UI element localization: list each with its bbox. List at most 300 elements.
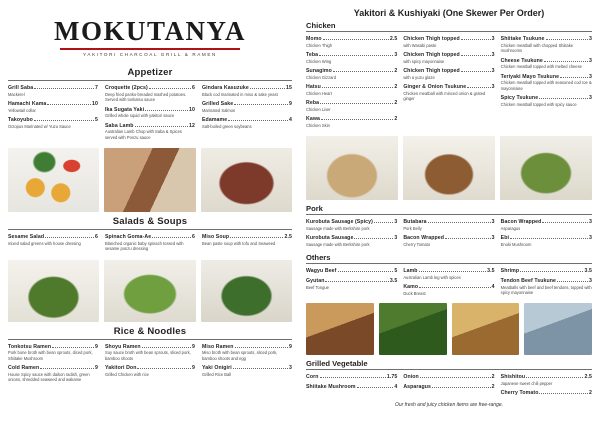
food-photo [8,260,99,322]
item-price: 3 [588,36,592,42]
food-photo [201,260,292,322]
item-desc: Australian Lamb Chop with Saba & Spices served with Ponzu sauce [105,129,182,140]
item-desc: Grilled Rice Ball [202,371,232,377]
item-price: 2 [394,116,398,123]
dot-leader [250,84,285,89]
pork-section [306,204,592,250]
menu-item [403,83,494,102]
item-price: 9 [95,365,98,372]
item-desc: Sausage made with Berkshire pork [306,241,370,247]
item-desc: Blanched organic baby spinach tossed with sesame ponzu dressing [105,240,184,252]
item-name: Butabara [403,219,427,226]
dot-leader [419,267,487,272]
dot-leader [149,84,191,89]
vegetable-col-1 [306,373,397,399]
dot-leader [235,343,288,348]
menu-item [306,67,397,80]
menu-item [105,364,195,377]
salads-col-3 [202,233,292,255]
item-price: 3 [588,73,592,80]
item-name: Ika Sugata Yaki [105,106,145,113]
brand-subtitle: YAKITORI CHARCOAL GRILL & RAMEN [83,52,217,57]
item-desc: Miso broth with bean sprouts, sliced pork, bamboo shoots and egg [202,350,278,361]
item-desc: Chicken Liver [306,106,331,112]
food-photo [524,303,592,355]
rice-col-1 [8,343,98,386]
item-price: 3 [491,219,495,226]
food-photo [306,303,374,355]
item-price: 3 [394,52,398,59]
food-photo [8,148,99,212]
dot-leader [546,35,588,40]
menu-item [403,35,494,48]
item-name: Kamo [403,284,419,291]
item-price: 5 [394,268,398,275]
dot-leader [230,233,283,238]
item-name: Croquette (2pcs) [105,85,148,91]
item-desc: Asparagus [500,225,521,231]
menu-item [501,57,592,70]
item-desc: Bean paste soup with tofu and Seaweed [202,240,276,246]
appetizer-col-3 [202,84,292,143]
item-name: Chicken Thigh topped [403,36,460,42]
item-price: 12 [189,122,195,129]
menu-item [105,84,195,103]
dot-leader [152,233,191,238]
menu-item [306,99,397,112]
item-desc: Pork bone broth with bean sprouts, diced pork, Shiitake Mushroom [8,350,93,361]
item-name: Edamame [202,117,228,124]
item-name: Miso Soup [202,234,230,241]
item-desc: Duck Breast [403,290,426,296]
item-desc: House Spicy sauce with daikon radish, green onions, shredded seaweed and wakame [8,371,90,383]
dot-leader [432,383,491,388]
menu-item [202,116,292,129]
dot-leader [142,343,191,348]
dot-leader [526,373,583,378]
item-name: Onion [403,374,419,381]
dot-leader [40,364,94,369]
menu-item [403,383,494,390]
chicken-photos [306,136,592,200]
item-desc: Cherry Tomato [403,241,431,247]
dot-leader [357,383,394,388]
item-name: Kurobuta Sausage [306,235,354,242]
item-desc: Chicken meatball topped with melted cheese [500,64,582,70]
rice-noodles-title: Rice & Noodles [113,325,187,337]
item-price: 2.5 [284,234,292,241]
divider [306,263,592,264]
menu-item [403,234,494,247]
item-price: 2.5 [389,36,398,42]
item-price: 2 [394,100,398,107]
item-name: Saba Lamb [105,122,134,129]
dot-leader [322,83,393,88]
item-name: Chicken Thigh topped [403,68,460,75]
divider [306,369,592,370]
item-price: 3 [588,95,592,102]
item-desc: Grilled whole squid with yakitori sauce [105,113,175,119]
food-photo [452,303,520,355]
item-desc: Octopus Marinated w/ Yuzu Sauce [8,123,71,129]
menu-item [501,267,592,274]
logo [8,18,292,57]
menu-item [202,84,292,97]
item-name: Yaki Onigiri [202,365,232,372]
dot-leader [135,122,188,127]
others-title: Others [306,253,331,263]
item-name: Bacon Wrapped [500,219,542,226]
dot-leader [333,67,393,72]
item-price: 3 [588,235,592,242]
menu-item [306,115,397,128]
food-photo [306,136,398,200]
menu-item [8,343,98,362]
dot-leader [34,84,94,89]
divider [306,31,592,32]
grill-photos [306,303,592,355]
dot-leader [320,373,386,378]
menu-item [403,373,494,380]
item-desc: Chicken Gizzard [306,74,337,80]
vegetable-col-2 [403,373,494,399]
rice-noodles-section [8,326,292,386]
food-photo [201,148,292,212]
item-desc: Meatballs with beef and beef tendons, topped with spicy mayonnaise [500,284,592,296]
menu-item [105,106,195,119]
menu-item [501,73,592,92]
chicken-col-2 [403,35,494,131]
dot-leader [420,373,491,378]
dot-leader [539,389,588,394]
item-name: Reba [306,100,320,107]
item-desc: Soy sauce broth with bean sprouts, sliced pork, bamboo shoots [105,350,191,361]
menu-item [8,364,98,383]
item-name: Shoyu Ramen [105,343,141,350]
menu-item [306,267,397,274]
item-price: 3.5 [487,268,495,275]
item-price: 5 [95,117,98,124]
item-price: 2.5 [584,374,592,381]
item-name: Sesame Salad [8,234,45,241]
yakitori-title: Yakitori & Kushiyaki (One Skewer Per Order) [353,8,545,18]
item-desc: with Wasabi paste [403,42,437,48]
item-name: Takoyubo [8,117,33,124]
menu-item [202,233,292,246]
salads-col-1 [8,233,98,255]
item-price: 2 [491,374,495,381]
item-name: Gindara Kasuzuke [202,85,249,91]
vegetable-title: Grilled Vegetable [306,359,368,369]
item-name: Grill Saba [8,85,34,91]
menu-item [501,35,592,54]
item-price: 2 [394,68,398,75]
menu-item [306,373,397,380]
item-desc: Beef Tongue [306,284,329,290]
item-price: 3 [491,235,495,242]
item-name: Chicken Thigh topped [403,52,460,59]
dot-leader [419,283,491,288]
dot-leader [374,218,393,223]
rice-col-2 [105,343,195,386]
dot-leader [510,234,588,239]
item-price: 7 [95,85,98,91]
chicken-section [306,21,592,131]
right-panel [300,0,600,423]
item-name: Teriyaki Mayo Tsukune [500,73,560,80]
item-price: 4 [289,117,292,124]
item-price: 10 [189,106,195,113]
vegetable-section [306,359,592,399]
menu-item [306,234,397,247]
appetizer-section [8,67,292,143]
item-price: 1.75 [386,374,398,381]
dot-leader [145,106,188,111]
salads-photos [8,260,292,322]
dot-leader [445,234,491,239]
menu-item [501,94,592,107]
menu-item [105,233,195,252]
menu-item [403,218,494,231]
menu-item [202,364,292,377]
dot-leader [461,35,491,40]
item-name: Teba [306,52,319,59]
item-name: Asparagus [403,384,432,391]
item-price: 3.5 [584,268,592,275]
item-name: Cherry Tomato [500,390,539,397]
footnote: Our fresh and juicy chicken items are free-range. [394,402,504,409]
item-price: 6 [192,234,195,241]
chicken-col-3 [501,35,592,131]
item-name: Shiitake Tsukune [500,36,545,42]
dot-leader [544,57,588,62]
item-desc: Grilled Chicken with rice [105,371,149,377]
item-desc: mixed salad greens with house dressing [8,240,81,246]
item-desc: Deep fried panko-breaded mashed potatoes. Served with tonkatsu sauce [105,91,187,103]
menu-item [8,84,98,97]
item-name: Grilled Sake [202,101,234,108]
item-name: Sunagimo [306,68,332,75]
menu-item [403,51,494,64]
chicken-col-1 [306,35,397,131]
dot-leader [560,73,588,78]
item-name: Bacon Wrapped [403,235,445,242]
chicken-title: Chicken [306,21,336,30]
item-desc: Australian Lamb leg with spices [403,274,461,280]
dot-leader [137,364,191,369]
dot-leader [34,116,94,121]
others-col-3 [501,267,592,299]
item-name: Lamb [403,268,418,275]
appetizer-col-2 [105,84,195,143]
food-photo [379,303,447,355]
item-price: 3 [491,68,495,75]
item-desc: Chicken meatball with chopped Shiitake mushrooms [500,42,574,54]
pork-title: Pork [306,204,323,214]
item-desc: Yellowtail collar [8,107,36,113]
item-price: 9 [289,101,292,108]
item-name: Spicy Tsukune [500,95,539,102]
menu-item [306,83,397,96]
dot-leader [461,67,491,72]
item-name: Kurobuta Sausage (Spicy) [306,219,373,226]
item-name: Momo [306,36,322,42]
item-name: Hamachi Kama [8,101,47,108]
dot-leader [520,267,583,272]
item-desc: Salt-boiled green soybeans [202,123,252,129]
dot-leader [461,51,491,56]
item-price: 2 [491,384,495,391]
pork-col-3 [501,218,592,250]
salads-title: Salads & Soups [112,216,188,228]
item-desc: Chicken Skin [306,122,330,128]
item-name: Kawa [306,116,320,123]
item-price: 3 [394,219,398,226]
menu-item [501,389,592,396]
menu-item [8,233,98,246]
item-desc: Marinated Salmon [202,107,236,113]
item-price: 4 [394,384,398,391]
item-name: Corn [306,374,319,381]
item-price: 9 [192,343,195,350]
food-photo [104,260,195,322]
item-desc: Chicken Heart [306,90,332,96]
menu-item [105,343,195,362]
menu-item [306,51,397,64]
dot-leader [325,277,388,282]
item-price: 6 [95,234,98,241]
item-price: 6 [192,85,195,91]
item-price: 3 [588,278,592,285]
menu-item [306,277,397,290]
others-col-2 [403,267,494,299]
menu-item [501,277,592,296]
item-desc: Chicken meatball with minced onion & grated ginger [403,90,486,102]
rice-col-3 [202,343,292,386]
item-price: 9 [95,343,98,350]
appetizer-photos [8,148,292,212]
dot-leader [539,94,588,99]
dot-leader [228,116,288,121]
dot-leader [542,218,588,223]
dot-leader [323,35,389,40]
item-price: 4 [491,284,495,291]
item-name: Wagyu Beef [306,268,337,275]
item-name: Yakitori Don [105,365,137,372]
vegetable-col-3 [501,373,592,399]
item-price: 9 [289,343,292,350]
pork-col-1 [306,218,397,250]
item-desc: Chicken meatball topped with spicy sauce [500,101,577,107]
item-name: Ebi [500,235,510,242]
others-section [306,253,592,299]
item-desc: Japanese sweet chili pepper [500,380,553,386]
item-price: 2 [394,84,398,91]
item-price: 3 [491,84,495,91]
item-desc: Sausage made with Berkshire pork [306,225,370,231]
divider [8,339,292,340]
menu-item [8,116,98,129]
item-desc: Chicken meatball topped with seasoned cod roe & mayonnaise [500,80,592,91]
item-desc: Chicken Thigh [306,42,333,48]
menu-item [202,343,292,362]
dot-leader [320,99,393,104]
dot-leader [233,364,288,369]
item-desc: Enoki Mushroom [500,241,532,247]
others-col-1 [306,267,397,299]
item-desc: Pork Belly [403,225,422,231]
item-name: Spinach Goma-Ae [105,234,152,241]
salads-section [8,216,292,255]
salads-col-2 [105,233,195,255]
item-desc: with a yuzu glaze [403,74,435,80]
menu-item [202,100,292,113]
item-name: Shrimp [500,268,520,275]
item-name: Shiitake Mushroom [306,384,356,391]
dot-leader [47,100,91,105]
brand-underline [60,48,240,50]
menu-item [306,35,397,48]
divider [8,80,292,81]
item-price: 3 [588,219,592,226]
item-desc: Black cod marinated in miso & sake yeast [202,91,278,97]
item-price: 10 [92,101,98,108]
item-name: Cheese Tsukune [500,57,543,64]
appetizer-col-1 [8,84,98,143]
item-name: Tonkotsu Ramen [8,343,52,350]
item-desc: Mackerel [8,91,25,97]
item-price: 15 [286,85,292,91]
dot-leader [45,233,94,238]
item-name: Miso Ramen [202,343,234,350]
item-desc: Chicken Wing [306,58,332,64]
dot-leader [354,234,393,239]
dot-leader [234,100,288,105]
menu-item [501,373,592,386]
divider [8,229,292,230]
menu-item [403,283,494,296]
item-price: 3 [491,36,495,42]
item-name: Shishitou [500,374,526,381]
item-price: 3 [394,235,398,242]
pork-col-2 [403,218,494,250]
brand-name: MOKUTANYA [53,16,246,46]
dot-leader [557,277,588,282]
dot-leader [338,267,394,272]
appetizer-title: Appetizer [127,67,173,78]
divider [306,214,592,215]
menu-item [403,67,494,80]
menu-item [403,267,494,280]
dot-leader [428,218,491,223]
item-price: 2 [588,390,592,397]
item-price: 3.5 [389,278,398,285]
dot-leader [467,83,490,88]
food-photo [500,136,592,200]
item-name: Cold Ramen [8,365,40,372]
item-name: Hatsu [306,84,321,91]
item-desc: with spicy mayonnaise [403,58,445,64]
menu-item [8,100,98,113]
menu-item [105,122,195,141]
dot-leader [319,51,393,56]
menu-item [306,218,397,231]
item-price: 3 [588,57,592,64]
menu-item [501,218,592,231]
food-photo [403,136,495,200]
item-name: Ginger & Onion Tsukune [403,84,467,91]
menu-item [306,383,397,390]
